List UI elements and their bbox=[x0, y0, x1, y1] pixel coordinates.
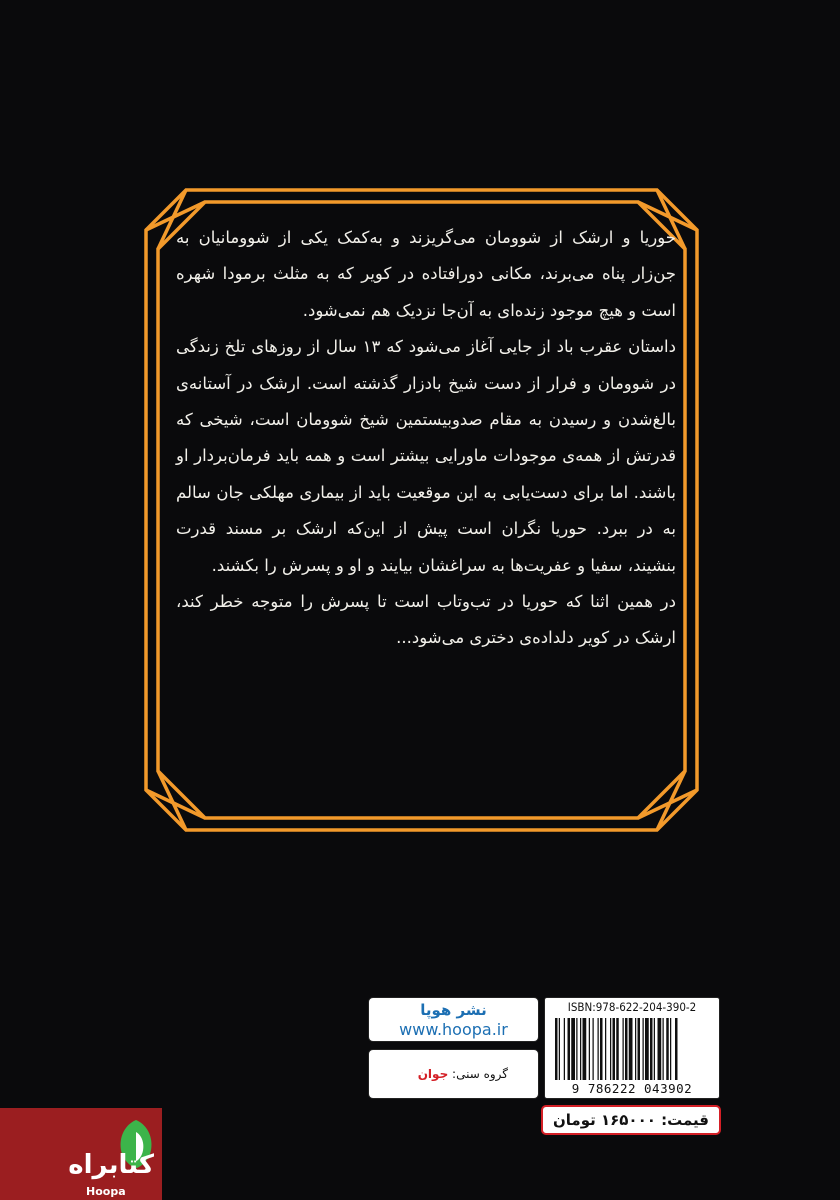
barcode-bar bbox=[645, 1018, 649, 1080]
publisher-website[interactable]: www.hoopa.ir bbox=[399, 1020, 508, 1039]
barcode-bar bbox=[568, 1018, 571, 1080]
barcode-icon bbox=[555, 1018, 711, 1080]
barcode-box bbox=[544, 997, 720, 1099]
barcode-bar bbox=[635, 1018, 636, 1080]
barcode-bar bbox=[613, 1018, 616, 1080]
barcode-bar bbox=[663, 1018, 664, 1080]
price-label: قیمت: bbox=[661, 1111, 710, 1129]
back-cover-blurb bbox=[176, 220, 676, 657]
logo-subtext: Hoopa bbox=[86, 1185, 126, 1198]
blurb-paragraph-1: حوریا و ارشک از شوومان می‌گریزند و به‌کمک یکی از شوومانیان به جن‌زار پناه می‌برند، مکانی دورافتاده در کویر که به مثلث برمودا شهره است و هیچ موجود زنده‌ای به آن‌جا نزدیک هم نمی‌شود. bbox=[176, 228, 676, 320]
age-group-label: گروه سنی: bbox=[452, 1067, 508, 1081]
publisher-box bbox=[368, 997, 539, 1042]
barcode-bar bbox=[666, 1018, 669, 1080]
barcode-bar bbox=[571, 1018, 575, 1080]
barcode-bar bbox=[643, 1018, 644, 1080]
barcode-bar bbox=[638, 1018, 641, 1080]
barcode-bar bbox=[650, 1018, 653, 1080]
barcode-bar bbox=[610, 1018, 611, 1080]
barcode-bar bbox=[658, 1018, 662, 1080]
age-group-value: جوان bbox=[417, 1067, 449, 1081]
barcode-bar bbox=[623, 1018, 624, 1080]
barcode-bar bbox=[583, 1018, 587, 1080]
publisher-name: نشر هوپا bbox=[420, 1001, 487, 1019]
barcode-bar bbox=[576, 1018, 577, 1080]
blurb-paragraph-3: در همین اثنا که حوریا در تب‌وتاب است تا پسرش را متوجه خطر کند، ارشک در کویر دلداده‌ی دختری می‌شود... bbox=[176, 592, 676, 648]
price-box bbox=[541, 1105, 721, 1135]
age-group-box bbox=[368, 1049, 539, 1099]
isbn-text: ISBN:978-622-204-390-2 bbox=[567, 1000, 697, 1014]
barcode-digits: 9 786222 043902 bbox=[571, 1081, 693, 1096]
barcode-bar bbox=[598, 1018, 599, 1080]
barcode-bar bbox=[616, 1018, 619, 1080]
barcode-bar bbox=[600, 1018, 603, 1080]
price-amount: ۱۶۵۰۰۰ تومان bbox=[552, 1111, 656, 1129]
blurb-paragraph-2: داستان عقرب باد از جایی آغاز می‌شود که ۱۳ سال از روزهای تلخ زندگی در شوومان و فرار از دست شیخ بادزار گذشته است. ارشک در آستانه‌ی بالغ‌شدن و رسیدن به مقام صدوبیستمین شیخ شوومان است، شیخی که قدرتش از همه‌ی موجودات ماورایی بیشتر است و همه باید فرمان‌بردار او باشند. اما برای دست‌یابی به این موقعیت باید از بیماری مهلکی جان سالم به در ببرد. حوریا نگران است پیش از این‌که ارشک بر مسند قدرت بنشیند، سفیا و عفریت‌ها به سراغشان بیایند و او و پسرش را بکشند. bbox=[176, 337, 676, 575]
barcode-bar bbox=[593, 1018, 594, 1080]
logo-text: کتابراه bbox=[68, 1150, 154, 1180]
barcode-bar bbox=[629, 1018, 633, 1080]
ketabrah-logo bbox=[0, 1108, 162, 1200]
barcode-bar bbox=[605, 1018, 606, 1080]
barcode-bar bbox=[559, 1018, 560, 1080]
barcode-bar bbox=[654, 1018, 655, 1080]
barcode-bar bbox=[589, 1018, 590, 1080]
barcode-bar bbox=[670, 1018, 671, 1080]
barcode-bar bbox=[564, 1018, 565, 1080]
barcode-bar bbox=[580, 1018, 581, 1080]
barcode-bar bbox=[675, 1018, 678, 1080]
barcode-bar bbox=[625, 1018, 628, 1080]
barcode-bar bbox=[555, 1018, 558, 1080]
